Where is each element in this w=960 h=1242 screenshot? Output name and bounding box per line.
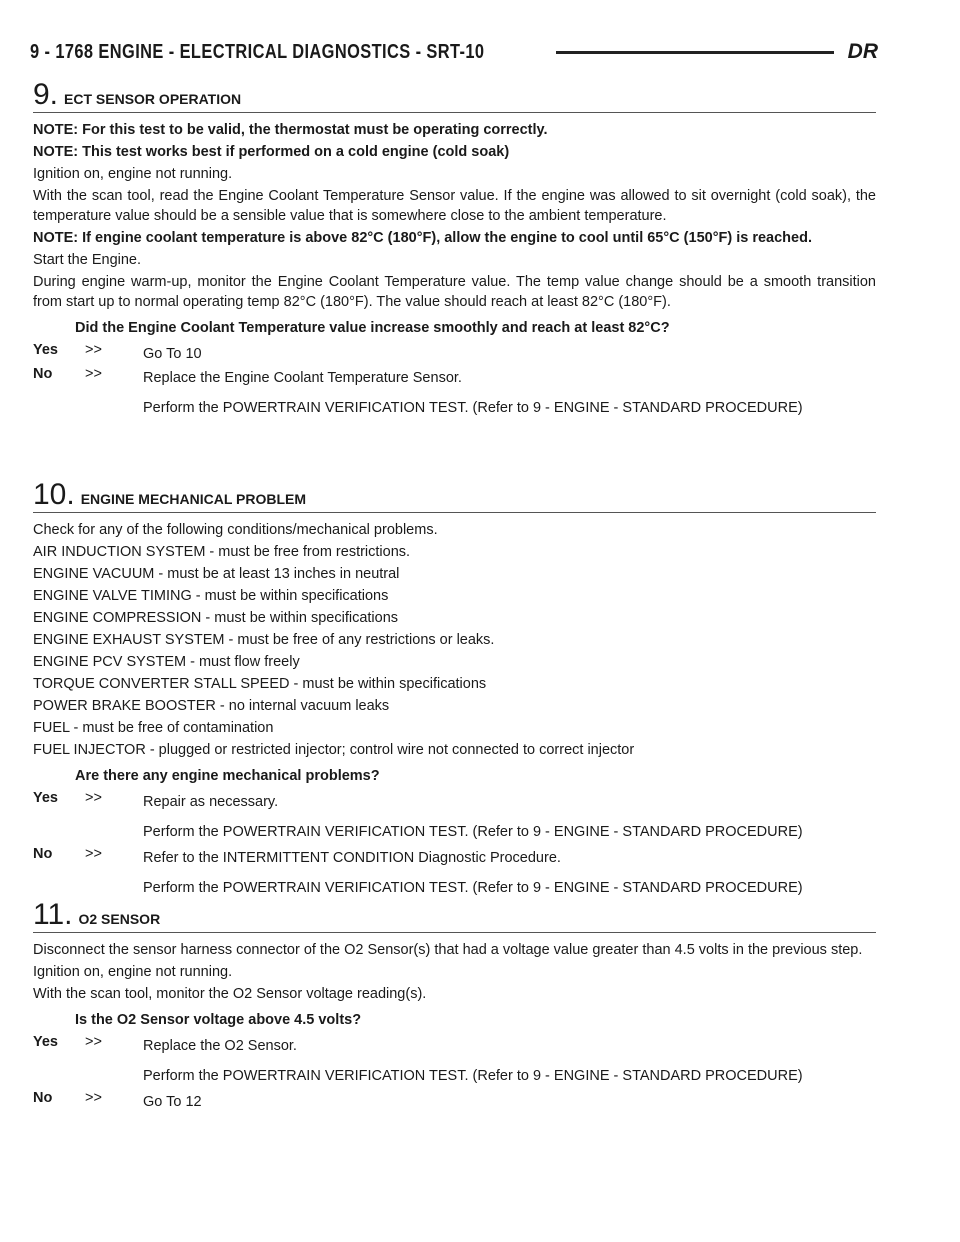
- answer-arrow: >>: [85, 342, 102, 358]
- paragraph: Start the Engine.: [33, 252, 142, 268]
- note: NOTE: For this test to be valid, the thermostat must be operating correctly.: [33, 122, 548, 138]
- paragraph: Disconnect the sensor harness connector of the O2 Sensor(s) that had a voltage value greater than 4.5 volts in the previous step.: [33, 942, 863, 958]
- header-rule: [556, 51, 834, 54]
- note: NOTE: This test works best if performed on a cold engine (cold soak): [33, 144, 510, 160]
- page-header-title: 9 - 1768 ENGINE - ELECTRICAL DIAGNOSTICS - SRT-10: [30, 40, 485, 63]
- answer-no: [33, 848, 876, 898]
- question: Is the O2 Sensor voltage above 4.5 volts?: [75, 1012, 362, 1028]
- list-item: Check for any of the following conditions/mechanical problems.: [33, 522, 438, 538]
- question: Are there any engine mechanical problems?: [75, 768, 380, 784]
- answer-label: Yes: [33, 342, 58, 358]
- answer-yes: [33, 344, 876, 364]
- list-item: ENGINE EXHAUST SYSTEM - must be free of any restrictions or leaks.: [33, 632, 495, 648]
- answer-text: Replace the O2 Sensor.: [143, 1038, 297, 1054]
- answer-arrow: >>: [85, 366, 102, 382]
- list-item: FUEL INJECTOR - plugged or restricted injector; control wire not connected to correct injector: [33, 742, 635, 758]
- answer-label: Yes: [33, 790, 58, 806]
- list-item: ENGINE COMPRESSION - must be within specifications: [33, 610, 399, 626]
- section-number: 10.: [33, 478, 75, 511]
- answer-label: No: [33, 366, 53, 382]
- answer-text: Perform the POWERTRAIN VERIFICATION TEST. (Refer to 9 - ENGINE - STANDARD PROCEDURE): [143, 400, 803, 416]
- answer-text: Perform the POWERTRAIN VERIFICATION TEST. (Refer to 9 - ENGINE - STANDARD PROCEDURE): [143, 880, 803, 896]
- section-heading: [33, 80, 876, 113]
- paragraph: Ignition on, engine not running.: [33, 166, 233, 182]
- answer-yes: [33, 792, 876, 842]
- list-item: FUEL - must be free of contamination: [33, 720, 274, 736]
- answer-label: No: [33, 846, 53, 862]
- answer-arrow: >>: [85, 1090, 102, 1106]
- section-11: [33, 900, 876, 1112]
- answer-arrow: >>: [85, 1034, 102, 1050]
- section-10: [33, 480, 876, 898]
- question: Did the Engine Coolant Temperature value increase smoothly and reach at least 82°C?: [75, 320, 670, 336]
- section-title: O2 SENSOR: [78, 911, 161, 927]
- answer-no: [33, 368, 876, 418]
- answer-text: Go To 10: [143, 346, 202, 362]
- list-item: TORQUE CONVERTER STALL SPEED - must be within specifications: [33, 676, 487, 692]
- answer-text: Perform the POWERTRAIN VERIFICATION TEST. (Refer to 9 - ENGINE - STANDARD PROCEDURE): [143, 824, 803, 840]
- answer-text: Perform the POWERTRAIN VERIFICATION TEST. (Refer to 9 - ENGINE - STANDARD PROCEDURE): [143, 1068, 803, 1084]
- list-item: ENGINE VALVE TIMING - must be within specifications: [33, 588, 389, 604]
- paragraph: With the scan tool, monitor the O2 Sensor voltage reading(s).: [33, 986, 427, 1002]
- paragraph: During engine warm-up, monitor the Engine Coolant Temperature value. The temp value change should be a smooth transition from start up to normal operating temp 82°C (180°F). The value should reach at least 82°C (180°F).: [33, 274, 876, 310]
- list-item: ENGINE VACUUM - must be at least 13 inches in neutral: [33, 566, 400, 582]
- paragraph: With the scan tool, read the Engine Coolant Temperature Sensor value. If the engine was allowed to sit overnight (cold soak), the temperature value should be a sensible value that is somewhere close to the ambient temperature.: [33, 188, 876, 224]
- section-title: ECT SENSOR OPERATION: [64, 91, 242, 107]
- answer-text: Repair as necessary.: [143, 794, 279, 810]
- answer-no: [33, 1092, 876, 1112]
- answer-label: Yes: [33, 1034, 58, 1050]
- list-item: POWER BRAKE BOOSTER - no internal vacuum leaks: [33, 698, 390, 714]
- header-code: DR: [847, 40, 878, 63]
- section-9: [33, 80, 876, 418]
- section-title: ENGINE MECHANICAL PROBLEM: [80, 491, 307, 507]
- answer-text: Replace the Engine Coolant Temperature Sensor.: [143, 370, 462, 386]
- list-item: AIR INDUCTION SYSTEM - must be free from restrictions.: [33, 544, 411, 560]
- page-header: [30, 38, 878, 66]
- answer-text: Refer to the INTERMITTENT CONDITION Diagnostic Procedure.: [143, 850, 561, 866]
- answer-label: No: [33, 1090, 53, 1106]
- section-number: 11.: [33, 898, 73, 931]
- answer-arrow: >>: [85, 846, 102, 862]
- note: NOTE: If engine coolant temperature is above 82°C (180°F), allow the engine to cool until 65°C (150°F) is reached.: [33, 230, 812, 246]
- answer-arrow: >>: [85, 790, 102, 806]
- section-heading: [33, 480, 876, 513]
- answer-text: Go To 12: [143, 1094, 202, 1110]
- list-item: ENGINE PCV SYSTEM - must flow freely: [33, 654, 300, 670]
- answer-yes: [33, 1036, 876, 1086]
- section-number: 9.: [33, 78, 59, 111]
- section-heading: [33, 900, 876, 933]
- paragraph: Ignition on, engine not running.: [33, 964, 233, 980]
